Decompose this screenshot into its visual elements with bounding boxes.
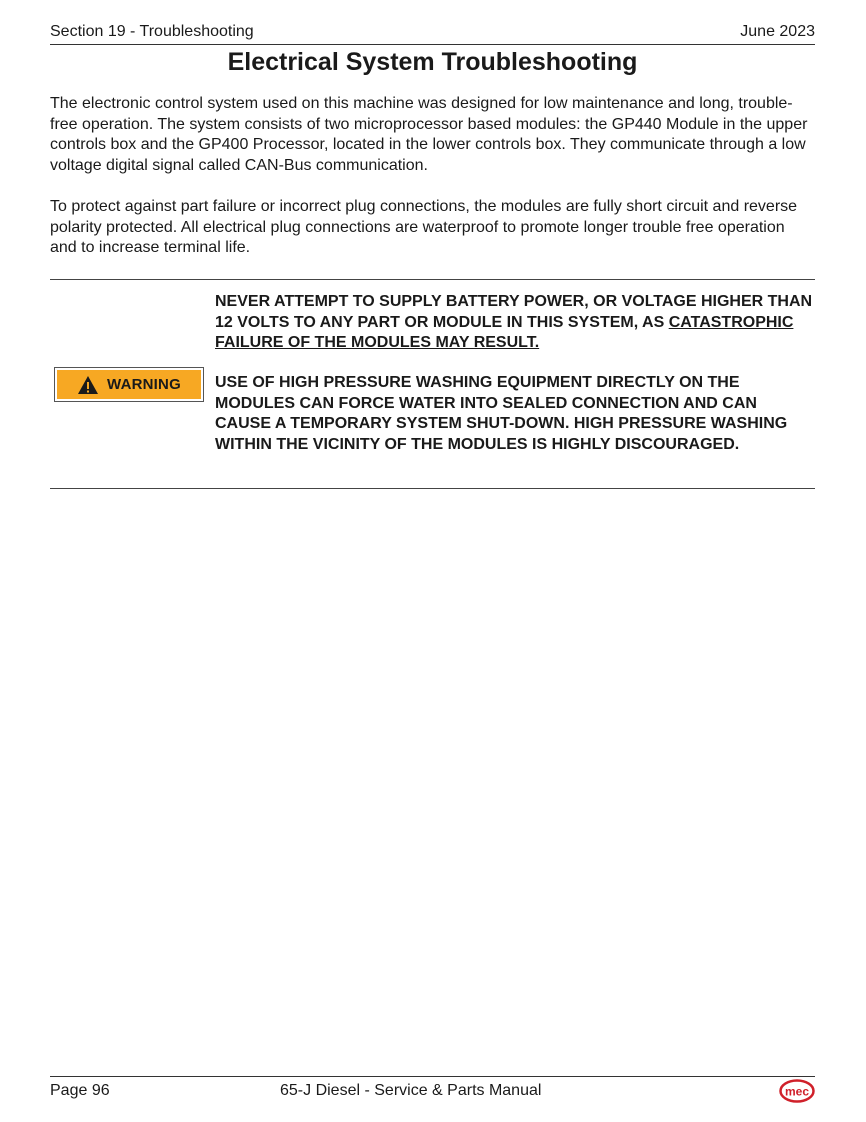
- page-footer: [50, 1076, 815, 1107]
- warning-badge-label: WARNING: [107, 376, 181, 393]
- manual-title: 65-J Diesel - Service & Parts Manual: [280, 1082, 542, 1099]
- page-header: [50, 22, 815, 45]
- warning-badge-fill: [57, 370, 201, 399]
- page-title: Electrical System Troubleshooting: [227, 48, 638, 76]
- warning-badge: [54, 367, 204, 402]
- protection-paragraph: To protect against part failure or incorrect plug connections, the modules are fully short circuit and reverse polarity protected. All electrical plug connections are waterproof to promote longer trouble free operation and to increase terminal life.: [50, 198, 798, 256]
- section-label: Section 19 - Troubleshooting: [50, 23, 254, 40]
- warning-message-voltage-text: NEVER ATTEMPT TO SUPPLY BATTERY POWER, OR VOLTAGE HIGHER THAN 12 VOLTS TO ANY PART OR MODULE IN THIS SYSTEM, AS: [215, 293, 813, 331]
- warning-message-washing: USE OF HIGH PRESSURE WASHING EQUIPMENT DIRECTLY ON THE MODULES CAN FORCE WATER INTO SEALED CONNECTION AND CAN CAUSE A TEMPORARY SYSTEM SHUT-DOWN. HIGH PRESSURE WASHING WITHIN THE VICINITY OF THE MODULES IS HIGHLY DISCOURAGED.: [215, 374, 788, 453]
- intro-paragraph: The electronic control system used on this machine was designed for low maintenance and long, trouble-free operation. The system consists of two microprocessor based modules: the GP440 Module in the upper controls box and the GP400 Processor, located in the lower controls box. They communicate through a low voltage digital signal called CAN-Bus communication.: [50, 95, 808, 174]
- svg-text:mec: mec: [784, 1084, 810, 1099]
- warning-triangle-icon: [77, 375, 99, 395]
- header-date: June 2023: [740, 23, 815, 40]
- mec-logo: [779, 1079, 815, 1103]
- warning-top-divider: [50, 279, 815, 280]
- warning-message-voltage: [215, 292, 815, 354]
- page-number: Page 96: [50, 1082, 110, 1099]
- warning-bottom-divider: [50, 488, 815, 489]
- warning-message-voltage-emphasis: CATASTROPHIC FAILURE OF THE MODULES MAY RESULT.: [215, 313, 794, 351]
